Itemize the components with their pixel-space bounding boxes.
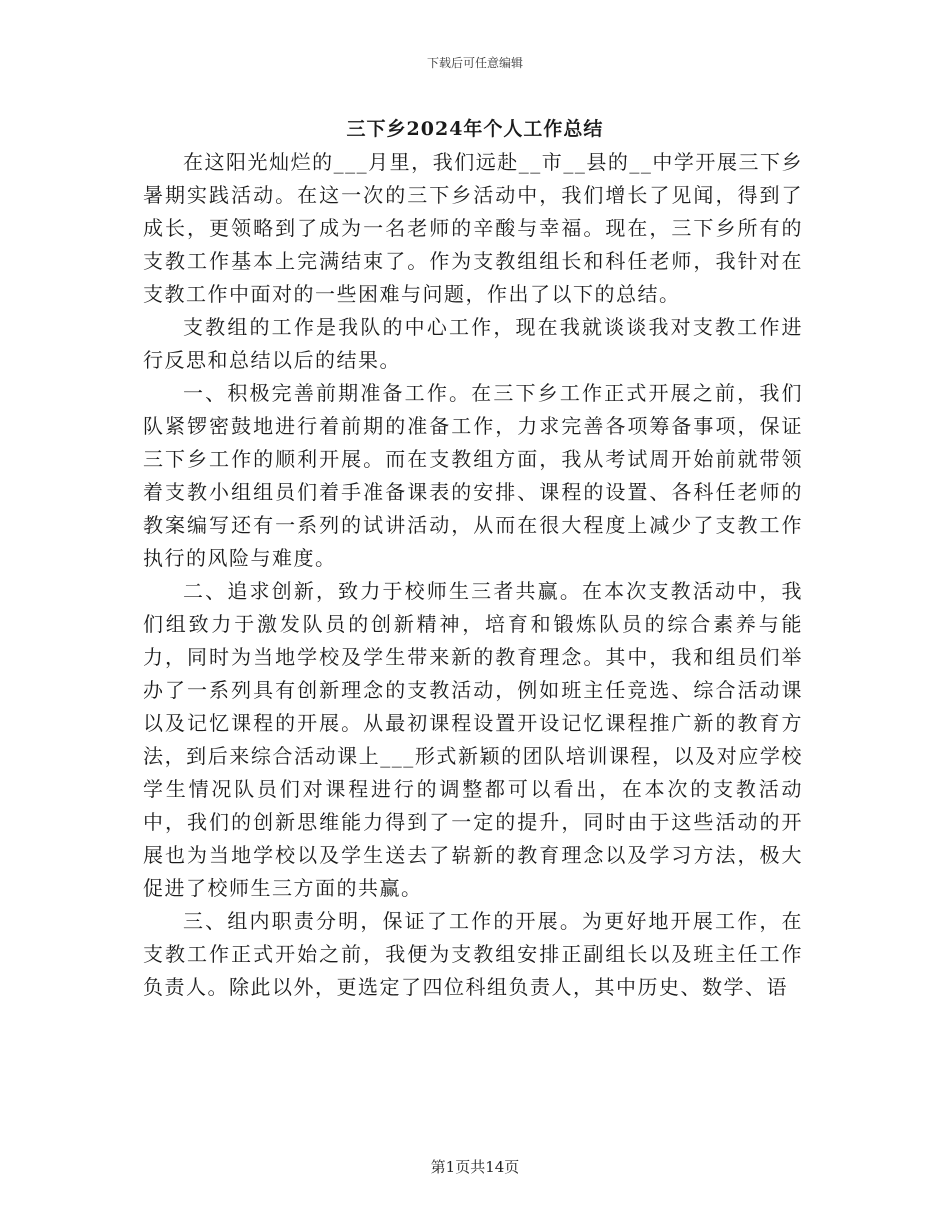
document-body	[143, 146, 803, 1004]
paragraph-section-3: 三、组内职责分明，保证了工作的开展。为更好地开展工作，在支教工作正式开始之前，我便为支教组安排正副组长以及班主任工作负责人。除此以外，更选定了四位科组负责人，其中历史、数学、语	[143, 909, 803, 999]
document-title: 三下乡2024年个人工作总结	[346, 118, 604, 140]
page-footer: 第1页共14页	[430, 1158, 520, 1176]
paragraph-intro: 在这阳光灿烂的___月里，我们远赴__市__县的__中学开展三下乡暑期实践活动。在这一次的三下乡活动中，我们增长了见闻，得到了成长，更领略到了成为一名老师的辛酸与幸福。现在，三下乡所有的支教工作基本上完满结束了。作为支教组组长和科任老师，我针对在支教工作中面对的一些困难与问题，作出了以下的总结。	[143, 150, 803, 306]
paragraph-section-2: 二、追求创新，致力于校师生三者共赢。在本次支教活动中，我们组致力于激发队员的创新精神，培育和锻炼队员的综合素养与能力，同时为当地学校及学生带来新的教育理念。其中，我和组员们举办了一系列具有创新理念的支教活动，例如班主任竞选、综合活动课以及记忆课程的开展。从最初课程设置开设记忆课程推广新的教育方法，到后来综合活动课上___形式新颖的团队培训课程，以及对应学校学生情况队员们对课程进行的调整都可以看出，在本次的支教活动中，我们的创新思维能力得到了一定的提升，同时由于这些活动的开展也为当地学校以及学生送去了崭新的教育理念以及学习方法，极大促进了校师生三方面的共赢。	[143, 579, 803, 900]
header-note: 下载后可任意编辑	[426, 56, 523, 70]
paragraph-section-1: 一、积极完善前期准备工作。在三下乡工作正式开展之前，我们队紧锣密鼓地进行着前期的准备工作，力求完善各项筹备事项，保证三下乡工作的顺利开展。而在支教组方面，我从考试周开始前就带领着支教小组组员们着手准备课表的安排、课程的设置、各科任老师的教案编写还有一系列的试讲活动，从而在很大程度上减少了支教工作执行的风险与难度。	[143, 381, 803, 570]
paragraph-overview: 支教组的工作是我队的中心工作，现在我就谈谈我对支教工作进行反思和总结以后的结果。	[143, 315, 803, 372]
